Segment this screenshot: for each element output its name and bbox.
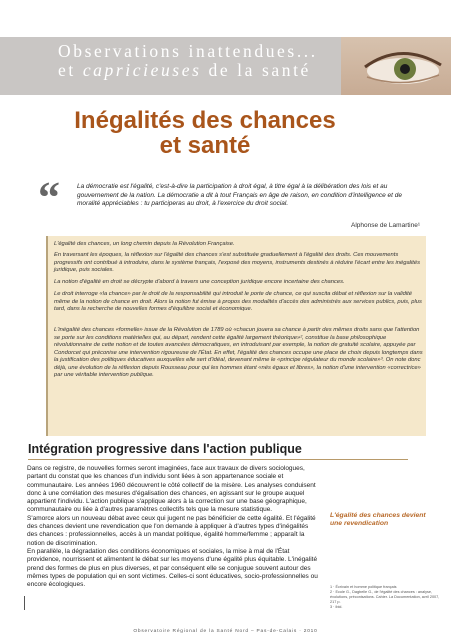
box-paragraph: Le droit interroge «la chance» par le droit de la responsabilité qui introduit le porte de chance, ce qui suscita débat et réflexion sur la validité même de la notion de chance en droit. Alors la notion fut émise à propos des modalités d'accès des administrés aux services publics, puis, plus tard, dans la recherche de nouvelles formes d'équilibre social et économique. <box>54 291 422 312</box>
margin-rule <box>24 596 25 610</box>
footnotes <box>330 585 440 610</box>
body-paragraph: En parallèle, la dégradation des conditions économiques et sociales, la mise à mal de l'État providence, nourrissent et alimentent le débat sur les moyens d'une égalité plus équitable. L'inégalité prend des formes de plus en plus diverses, et par conséquent elle se conjugue souvent autour des mêmes types de population qui en sont victimes. Celles-ci sont éducatives, socio-professionnelles ou encore écologiques. <box>27 547 318 589</box>
box-paragraph: L'inégalité des chances «formelle» issue de la Révolution de 1789 où «chacun jouera sa chance à partir des mêmes droits sans que l'attention se porte sur les conditions matérielles qui, au départ, rendent cette égalité largement théorique»², constitue la base philosophique révolutionnaire de cette notion et de toutes avancées démocratiques, en introduisant par exemple, la notion de gratuité scolaire, appuyée par Condorcet qui préconise une intervention rigoureuse de l'État. En effet, l'égalité des chances occupe une place de choix depuis longtemps dans la justification des politiques éducatives auxquelles elle sert d'idéal, devenant même le «principe régulateur du monde scolaire»³. On note donc déjà, une évolution de la réflexion depuis Rousseau pour qui les hommes étant «nés égaux et libres», la notion d'une intervention «correctrice» par une véritable intervention publique. <box>54 327 423 378</box>
header-line-1: Observations inattendues... <box>58 41 318 61</box>
body-text <box>27 465 320 589</box>
section-heading: Intégration progressive dans l'action publique <box>28 442 302 456</box>
footnote: 3 · ibid. <box>330 605 343 609</box>
page-footer: Observatoire Régional de la Santé Nord – Pas-de-Calais · 2010 <box>133 629 318 634</box>
body-paragraph: Dans ce registre, de nouvelles formes seront imaginées, face aux travaux de divers sociologues, partant du constat que les chances d'un individu sont liées à son appartenance sociale et communautaire. Les années 1960 découvrent le côté collectif de la misère. Les analyses conduisent donc à une corrélation des mesures d'égalisation des chances, en agissant sur le groupe auquel appartient l'individu. L'action publique s'applique alors à la correction sur une base géographique, communautaire ou liée à d'autres paramètres collectifs tels que la mesure statistique. <box>27 465 316 514</box>
page-title: Inégalités des chances et santé <box>74 107 336 159</box>
footnote: 2 · Ecole G., Dagbelle G., de l'égalité des chances : analyse, évolutions, préconisations. Cahier. La Documentation, avril 2007, 217 p. <box>330 590 440 604</box>
box-paragraph: La notion d'égalité en droit se décrypte d'abord à travers une conception juridique encore incertaine des chances. <box>54 279 345 285</box>
footnote: 1 · Écrivain et homme politique français <box>330 585 397 589</box>
box-paragraph: En traversant les époques, la réflexion sur l'égalité des chances s'est substituée graduellement à l'égalité des droits. Ces mouvements progressifs ont contribué à introduire, dans le système français, l'exposé des moyens, instruments destinés à réduire l'écart entre les inégalités juridique, puis sociales. <box>54 252 420 273</box>
box-paragraph: L'égalité des chances, un long chemin depuis la Révolution Française. <box>54 241 235 247</box>
section-header <box>58 42 388 80</box>
quote-mark-icon: “ <box>38 173 60 222</box>
epigraph-quote: La démocratie est l'égalité, c'est-à-dire la participation à droit égal, à titre égal à la délibération des lois et au gouvernement de la nation. La démocratie a dit à tout Français en âge de raison, en condition d'intelligence et de moralité appréciables : tu participeras au droit, à l'exercice du droit social. <box>77 183 403 208</box>
header-line-2: et capricieuses de la santé <box>58 60 311 80</box>
highlight-box <box>46 236 426 436</box>
eye-photo <box>341 37 451 95</box>
quote-author: Alphonse de Lamartine¹ <box>350 222 420 229</box>
body-paragraph: S'amorce alors un nouveau débat avec ceux qui jugent ne pas bénéficier de cette égalité. Et l'égalité des chances devient une revendication que l'on demande à appliquer à d'autres types d'inégalités des chances : professionnelles, accès à un mandat politique, égalité homme/femme ; apparaît la notion de discrimination. <box>27 514 316 547</box>
pull-quote: L'égalité des chances devient une revendication <box>330 512 426 527</box>
section-divider <box>28 459 408 460</box>
